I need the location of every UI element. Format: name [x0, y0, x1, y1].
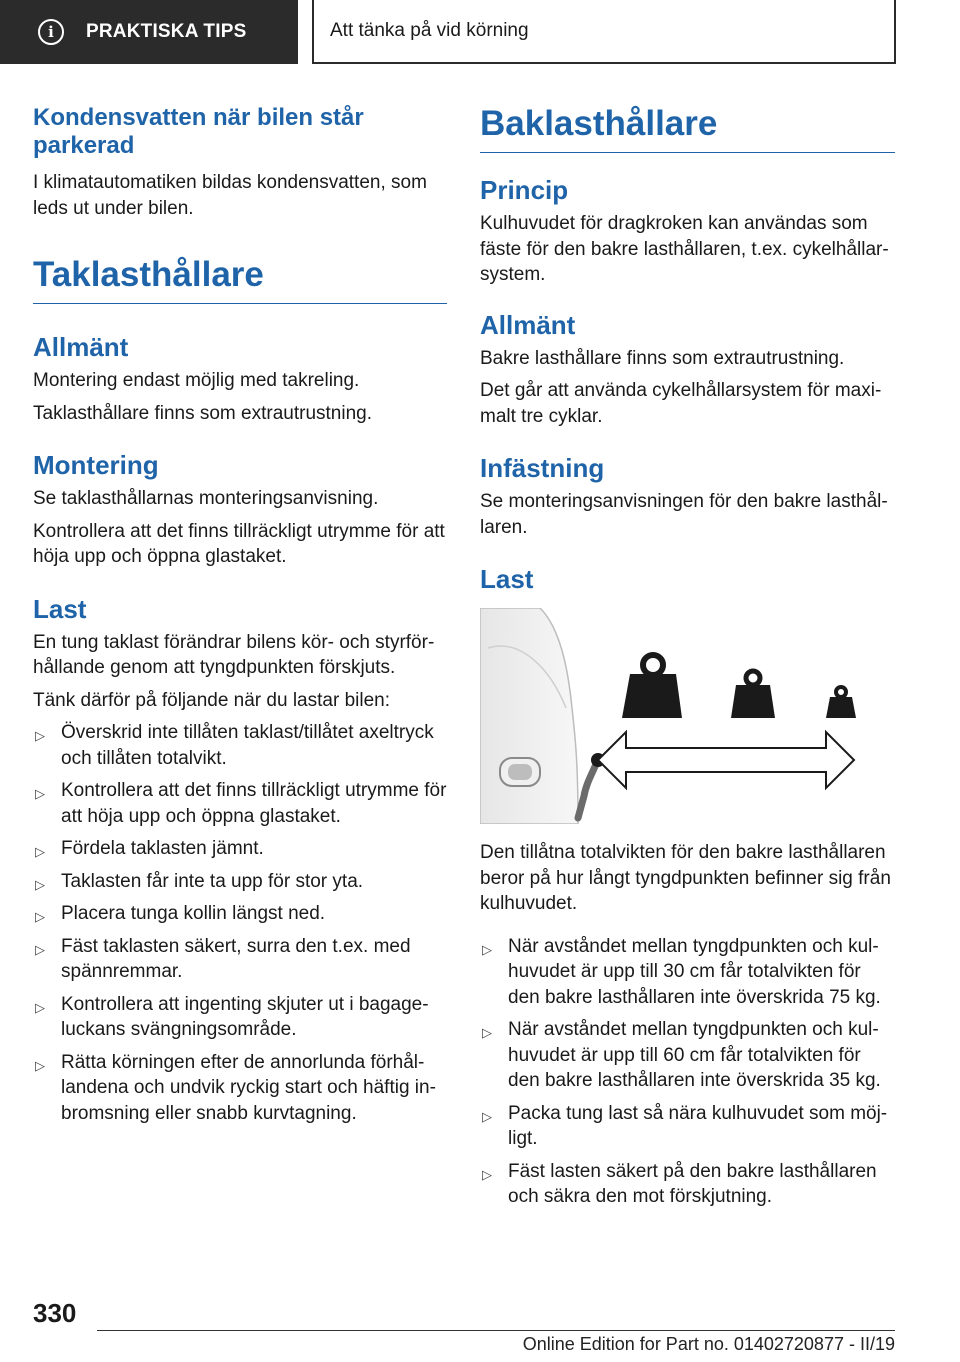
roof-mounting-p1: Se taklasthållarnas monteringsanvisning.	[33, 488, 379, 509]
roof-general-p2: Taklasthållare finns som extrautrustning.	[33, 402, 372, 424]
section-label: PRAKTISKA TIPS	[86, 21, 247, 42]
chapter-header	[312, 0, 896, 64]
roof-load-p1: En tung taklast förändrar bilens kör- och styrför-hållande genom att tyngdpunkten förskjuts.	[33, 631, 435, 678]
roof-load-heading: Last	[33, 593, 87, 624]
triangle-bullet-icon: ▷	[482, 1025, 492, 1040]
list-item: ▷ När avståndet mellan tyngdpunkten och kul-huvudet är upp till 30 cm får totalvikten för den bakre lasthållaren inte överskrida 75 kg.	[482, 935, 881, 1008]
weight-large-icon	[622, 655, 682, 718]
triangle-bullet-icon: ▷	[35, 1057, 45, 1073]
rear-general-p1: Bakre lasthållare finns som extrautrustning.	[480, 347, 845, 369]
triangle-bullet-icon: ▷	[35, 728, 45, 743]
list-item: ▷ Packa tung last så nära kulhuvudet som möj-ligt.	[482, 1102, 888, 1149]
footer-divider	[97, 1330, 895, 1331]
rear-general-p2: Det går att använda cykelhållarsystem för maxi-malt tre cyklar.	[480, 380, 882, 427]
page-number: 330	[33, 1298, 77, 1328]
load-distance-illustration	[480, 608, 858, 824]
roof-general-heading: Allmänt	[33, 332, 129, 362]
triangle-bullet-icon: ▷	[482, 1108, 492, 1124]
right-column	[480, 104, 895, 1210]
roof-mounting-p2: Kontrollera att det finns tillräckligt utrymme för att höja upp och öppna glastaket.	[33, 520, 445, 567]
roof-load-p2: Tänk därför på följande när du lastar bilen:	[33, 689, 390, 711]
list-item: ▷ Taklasten får inte ta upp för stor yta.	[33, 869, 447, 895]
triangle-bullet-icon: ▷	[482, 1166, 492, 1182]
triangle-bullet-icon: ▷	[35, 844, 45, 859]
list-item: ▷ Rätta körningen efter de annorlunda förhål-landena och undvik ryckig start och häftig in-bromsning eller snabb kurvtagning.	[35, 1051, 436, 1124]
list-item: ▷ Kontrollera att det finns tillräckligt utrymme för att höja upp och öppna glastaket.	[35, 780, 447, 827]
triangle-bullet-icon: ▷	[35, 909, 45, 924]
list-item: ▷ Placera tunga kollin längst ned.	[33, 901, 447, 927]
roof-mounting-heading: Montering	[33, 450, 159, 480]
rear-load-caption: Den tillåtna totalvikten för den bakre lasthållaren beror på hur långt tyngdpunkten befinner sig från kulhuvudet.	[480, 842, 891, 914]
info-icon: i	[38, 19, 64, 45]
triangle-bullet-icon: ▷	[35, 786, 45, 801]
condensation-heading: Kondensvatten när bilen står parkerad	[33, 104, 364, 159]
list-item: ▷ Överskrid inte tillåten taklast/tillåtet axeltryck och tillåten totalvikt.	[35, 722, 434, 769]
triangle-bullet-icon: ▷	[35, 941, 45, 957]
rear-attachment-body: Se monteringsanvisningen för den bakre lasthål-laren.	[480, 491, 888, 538]
section-tab	[0, 0, 298, 64]
list-item: ▷ Fördela taklasten jämnt.	[33, 836, 447, 862]
edition-footer: Online Edition for Part no. 01402720877 - II/19	[522, 1334, 895, 1354]
left-column	[33, 104, 447, 1126]
list-item: ▷ Fäst lasten säkert på den bakre lasthållaren och säkra den mot förskjutning.	[482, 1160, 877, 1207]
weight-medium-icon	[731, 671, 775, 718]
triangle-bullet-icon: ▷	[35, 876, 45, 892]
condensation-body: I klimatautomatiken bildas kondensvatten, som leds ut under bilen.	[33, 172, 427, 219]
list-item: ▷ Fäst taklasten säkert, surra den t.ex. med spännremmar.	[35, 935, 411, 982]
list-item: ▷ När avståndet mellan tyngdpunkten och kul-huvudet är upp till 60 cm får totalvikten för den bakre lasthållaren inte överskrida 35 kg.	[482, 1019, 881, 1091]
rear-load-list	[480, 934, 895, 1210]
roof-load-list	[33, 720, 447, 1126]
chapter-title: Att tänka på vid körning	[330, 20, 529, 41]
rear-attachment-heading: Infästning	[480, 453, 605, 483]
rear-principle-body: Kulhuvudet för dragkroken kan användas som fäste för den bakre lasthållaren, t.ex. cykelhållar-system.	[480, 213, 889, 285]
list-item: ▷ Kontrollera att ingenting skjuter ut i bagage-luckans svängningsområde.	[35, 993, 429, 1040]
roof-rack-title: Taklasthållare	[33, 255, 447, 304]
car-rear-weights-svg	[480, 608, 858, 824]
roof-general-p1: Montering endast möjlig med takreling.	[33, 370, 360, 391]
triangle-bullet-icon: ▷	[482, 941, 492, 957]
triangle-bullet-icon: ▷	[35, 999, 45, 1015]
rear-load-heading: Last	[480, 564, 534, 594]
weight-small-icon	[826, 687, 856, 718]
rear-rack-title: Baklasthållare	[480, 104, 895, 153]
rear-principle-heading: Princip	[480, 175, 569, 205]
rear-general-heading: Allmänt	[480, 309, 576, 340]
